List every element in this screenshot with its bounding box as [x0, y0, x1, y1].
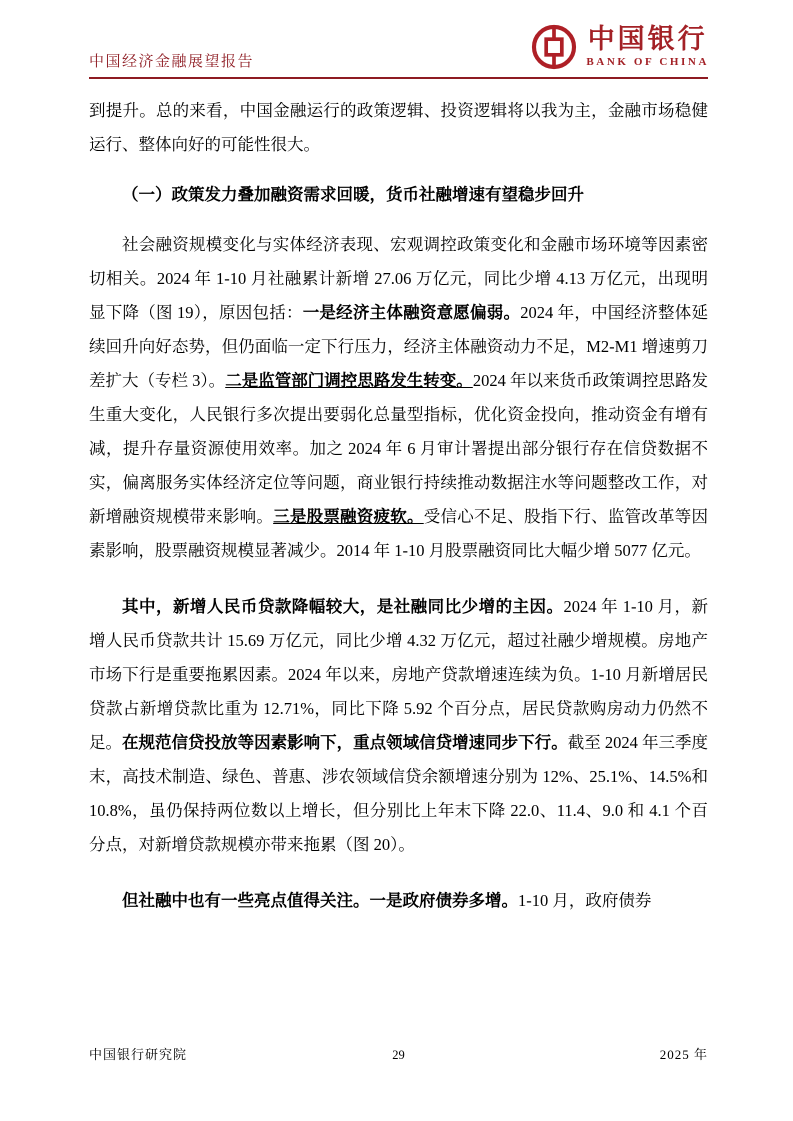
page-number: 29 — [392, 1048, 405, 1062]
boc-coin-emblem-icon — [531, 24, 577, 70]
footer-year: 2025 年 — [659, 1047, 708, 1062]
section-heading: （一）政策发力叠加融资需求回暖，货币社融增速有望稳步回升 — [122, 185, 584, 204]
document-body — [89, 94, 708, 940]
body-paragraph-continuation: 到提升。总的来看，中国金融运行的政策逻辑、投资逻辑将以我为主，金融市场稳健运行、整体向好的可能性很大。 — [89, 101, 708, 154]
body-paragraph-rmb-loans: 其中，新增人民币贷款降幅较大，是社融同比少增的主因。2024 年 1-10 月，新增人民币贷款共计 15.69 万亿元，同比少增 4.32 万亿元，超过社融少增规模。房地产市场下行是重要拖累因素。2024 年以来，房地产贷款增速连续为负。1-10 月新增居民贷款占新增贷款比重为 12.71%，同比下降 5.92 个百分点，居民贷款购房动力仍然不足。在规范信贷投放等因素影响下，重点领域信贷增速同步下行。截至 2024 年三季度末，高技术制造、绿色、普惠、涉农领域信贷余额增速分别为 12%、25.1%、14.5%和 10.8%，虽仍保持两位数以上增长，但分别比上年末下降 22.0、11.4、9.0 和 4.1 个百分点，对新增贷款规模亦带来拖累（图 20）。 — [89, 597, 709, 854]
logo-wordmark — [586, 26, 709, 68]
header-divider — [89, 77, 708, 79]
footer-institute: 中国银行研究院 — [89, 1047, 188, 1062]
body-paragraph-social-financing: 社会融资规模变化与实体经济表现、宏观调控政策变化和金融市场环境等因素密切相关。2024 年 1-10 月社融累计新增 27.06 万亿元，同比少增 4.13 万亿元，出现明显下降（图 19），原因包括：一是经济主体融资意愿偏弱。2024 年，中国经济整体延续回升向好态势，但仍面临一定下行压力，经济主体融资动力不足，M2-M1 增速剪刀差扩大（专栏 3）。二是监管部门调控思路发生转变。2024 年以来货币政策调控思路发生重大变化，人民银行多次提出要弱化总量型指标，优化资金投向，推动资金有增有减，提升存量资源使用效率。加之 2024 年 6 月审计署提出部分银行存在信贷数据不实，偏离服务实体经济定位等问题，商业银行持续推动数据注水等问题整改工作，对新增融资规模带来影响。三是股票融资疲软。受信心不足、股指下行、监管改革等因素影响，股票融资规模显著减少。2014 年 1-10 月股票融资同比大幅少增 5077 亿元。 — [89, 235, 709, 560]
report-title: 中国经济金融展望报告 — [89, 54, 255, 70]
logo-english-name: BANK OF CHINA — [586, 56, 709, 68]
bank-of-china-logo — [531, 24, 709, 70]
page-footer — [89, 1044, 708, 1063]
body-paragraph-highlights: 但社融中也有一些亮点值得关注。一是政府债券多增。1-10 月，政府债券 — [122, 891, 652, 910]
logo-chinese-name: 中国银行 — [587, 24, 708, 54]
